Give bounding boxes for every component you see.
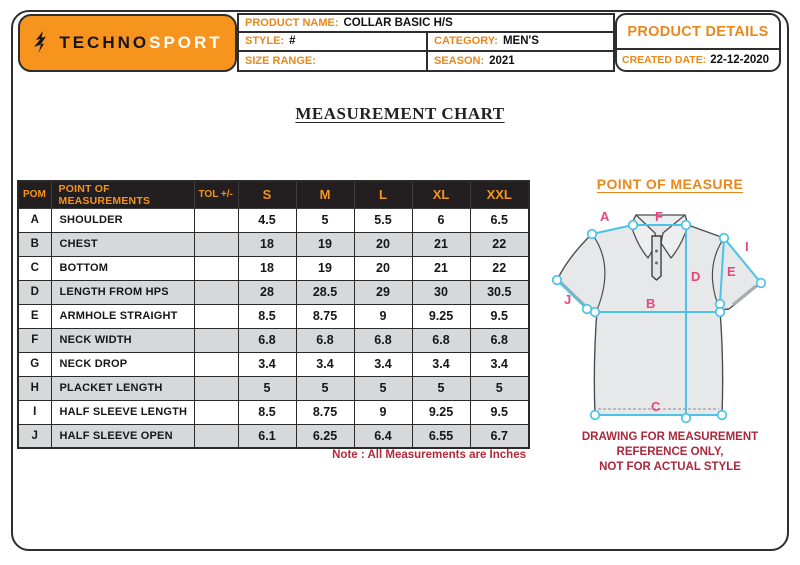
point-of-measure-title: POINT OF MEASURE	[596, 176, 744, 192]
size-value-cell: 9.5	[470, 400, 529, 424]
size-value-cell: 6.8	[354, 328, 412, 352]
measurement-name-cell: SHOULDER	[51, 208, 194, 232]
tolerance-cell	[194, 424, 238, 448]
size-value-cell: 8.75	[296, 400, 354, 424]
product-name-field	[239, 15, 613, 33]
table-row	[18, 232, 529, 256]
pom-cell: G	[18, 352, 51, 376]
pom-cell: H	[18, 376, 51, 400]
size-value-cell: 18	[238, 256, 296, 280]
product-name-label: PRODUCT NAME:	[245, 17, 339, 30]
pom-cell: F	[18, 328, 51, 352]
pom-cell: I	[18, 400, 51, 424]
season-value: 2021	[489, 54, 515, 67]
size-value-cell: 9	[354, 400, 412, 424]
measurement-name-cell: BOTTOM	[51, 256, 194, 280]
brand-wordmark-sport: SPORT	[149, 33, 223, 52]
tolerance-cell	[194, 304, 238, 328]
size-value-cell: 22	[470, 256, 529, 280]
size-value-cell: 20	[354, 232, 412, 256]
table-row	[18, 280, 529, 304]
size-value-cell: 6.8	[470, 328, 529, 352]
size-value-cell: 21	[412, 232, 470, 256]
size-value-cell: 8.5	[238, 400, 296, 424]
diagram-caption-line: REFERENCE ONLY,	[616, 446, 724, 459]
size-value-cell: 6	[412, 208, 470, 232]
col-header-m: M	[296, 181, 354, 208]
point-label-f: F	[655, 209, 663, 224]
table-row	[18, 208, 529, 232]
col-header-xl: XL	[412, 181, 470, 208]
size-value-cell: 28	[238, 280, 296, 304]
table-row	[18, 400, 529, 424]
style-field	[239, 33, 426, 51]
season-field	[426, 52, 613, 70]
product-details-title: PRODUCT DETAILS	[617, 15, 779, 50]
size-value-cell: 6.8	[238, 328, 296, 352]
col-header-pom: POM	[18, 181, 51, 208]
size-value-cell: 3.4	[412, 352, 470, 376]
size-value-cell: 6.4	[354, 424, 412, 448]
placket	[652, 236, 661, 280]
size-range-label: SIZE RANGE:	[245, 54, 316, 67]
pom-cell: B	[18, 232, 51, 256]
tolerance-cell	[194, 232, 238, 256]
pom-cell: J	[18, 424, 51, 448]
polo-shirt-diagram	[545, 203, 795, 435]
size-value-cell: 30.5	[470, 280, 529, 304]
point-label-c: C	[651, 399, 661, 414]
size-value-cell: 6.7	[470, 424, 529, 448]
size-value-cell: 3.4	[238, 352, 296, 376]
table-row	[18, 256, 529, 280]
size-value-cell: 9.25	[412, 400, 470, 424]
created-date-label: CREATED DATE:	[622, 54, 707, 66]
point-label-i: I	[745, 239, 749, 254]
created-date-field	[617, 50, 779, 70]
measurement-name-cell: NECK DROP	[51, 352, 194, 376]
size-value-cell: 6.25	[296, 424, 354, 448]
col-header-name: POINT OF MEASUREMENTS	[51, 181, 194, 208]
size-value-cell: 19	[296, 232, 354, 256]
table-row	[18, 328, 529, 352]
page-title: MEASUREMENT CHART	[295, 104, 505, 123]
product-details-box	[615, 13, 781, 72]
tolerance-cell	[194, 280, 238, 304]
size-value-cell: 30	[412, 280, 470, 304]
pom-cell: E	[18, 304, 51, 328]
brand-logo	[18, 14, 237, 72]
table-row	[18, 304, 529, 328]
point-label-j: J	[564, 292, 572, 307]
table-header-row	[18, 181, 529, 208]
size-value-cell: 6.55	[412, 424, 470, 448]
measurement-name-cell: NECK WIDTH	[51, 328, 194, 352]
size-value-cell: 8.5	[238, 304, 296, 328]
brand-wordmark	[59, 33, 222, 53]
size-value-cell: 20	[354, 256, 412, 280]
pom-cell: C	[18, 256, 51, 280]
table-row	[18, 424, 529, 448]
size-value-cell: 6.8	[412, 328, 470, 352]
col-header-tol: TOL +/-	[194, 181, 238, 208]
measurement-name-cell: HALF SLEEVE OPEN	[51, 424, 194, 448]
size-value-cell: 18	[238, 232, 296, 256]
size-value-cell: 3.4	[354, 352, 412, 376]
diagram-caption-line: DRAWING FOR MEASUREMENT	[581, 431, 759, 443]
size-value-cell: 29	[354, 280, 412, 304]
col-header-xxl: XXL	[470, 181, 529, 208]
measurement-table	[17, 180, 530, 449]
product-info-grid	[237, 13, 615, 72]
size-value-cell: 5	[238, 376, 296, 400]
category-field	[426, 33, 613, 51]
tolerance-cell	[194, 256, 238, 280]
size-value-cell: 8.75	[296, 304, 354, 328]
point-label-e: E	[727, 264, 736, 279]
pom-cell: D	[18, 280, 51, 304]
col-header-s: S	[238, 181, 296, 208]
tolerance-cell	[194, 208, 238, 232]
measurement-note: Note : All Measurements are Inches	[332, 449, 526, 461]
point-label-b: B	[646, 296, 656, 311]
point-label-d: D	[691, 269, 701, 284]
size-value-cell: 3.4	[296, 352, 354, 376]
placket-button	[655, 250, 658, 253]
size-value-cell: 28.5	[296, 280, 354, 304]
size-value-cell: 6.1	[238, 424, 296, 448]
size-value-cell: 5.5	[354, 208, 412, 232]
product-name-value: COLLAR BASIC H/S	[343, 17, 453, 30]
size-value-cell: 5	[296, 376, 354, 400]
size-value-cell: 5	[470, 376, 529, 400]
measurement-name-cell: PLACKET LENGTH	[51, 376, 194, 400]
table-row	[18, 376, 529, 400]
tolerance-cell	[194, 376, 238, 400]
size-value-cell: 19	[296, 256, 354, 280]
measurement-name-cell: ARMHOLE STRAIGHT	[51, 304, 194, 328]
table-row	[18, 352, 529, 376]
measurement-name-cell: CHEST	[51, 232, 194, 256]
season-label: SEASON:	[434, 54, 485, 67]
measurement-table-body	[18, 208, 529, 448]
size-value-cell: 6.5	[470, 208, 529, 232]
created-date-value: 22-12-2020	[710, 54, 770, 66]
size-range-field	[239, 52, 426, 70]
category-label: CATEGORY:	[434, 35, 498, 48]
size-value-cell: 5	[354, 376, 412, 400]
brand-bird-icon	[32, 31, 52, 55]
style-label: STYLE:	[245, 35, 285, 48]
size-value-cell: 4.5	[238, 208, 296, 232]
size-value-cell: 5	[412, 376, 470, 400]
point-label-a: A	[600, 209, 610, 224]
size-value-cell: 21	[412, 256, 470, 280]
col-header-l: L	[354, 181, 412, 208]
brand-wordmark-techno: TECHNO	[59, 33, 150, 52]
diagram-caption	[545, 430, 795, 476]
placket-button	[655, 262, 658, 265]
size-value-cell: 5	[296, 208, 354, 232]
size-value-cell: 9.5	[470, 304, 529, 328]
pom-cell: A	[18, 208, 51, 232]
size-value-cell: 9	[354, 304, 412, 328]
size-value-cell: 22	[470, 232, 529, 256]
size-value-cell: 9.25	[412, 304, 470, 328]
category-value: MEN'S	[502, 35, 539, 48]
style-value: #	[289, 35, 296, 48]
measurement-name-cell: HALF SLEEVE LENGTH	[51, 400, 194, 424]
size-value-cell: 3.4	[470, 352, 529, 376]
measurement-name-cell: LENGTH FROM HPS	[51, 280, 194, 304]
tolerance-cell	[194, 352, 238, 376]
diagram-caption-line: NOT FOR ACTUAL STYLE	[599, 461, 741, 474]
tolerance-cell	[194, 328, 238, 352]
size-value-cell: 6.8	[296, 328, 354, 352]
tolerance-cell	[194, 400, 238, 424]
